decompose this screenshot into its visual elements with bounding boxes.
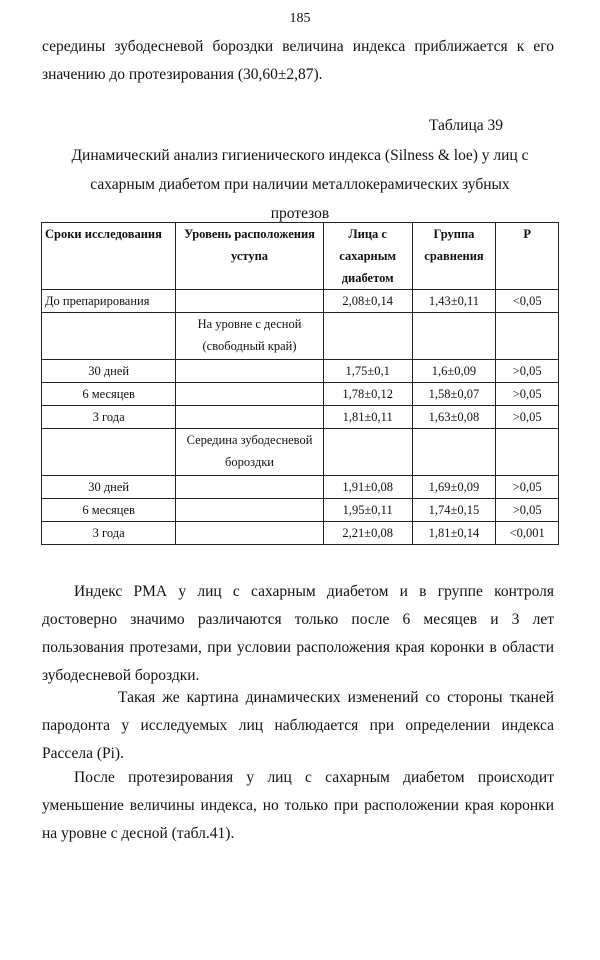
intro-paragraph: середины зубодесневой бороздки величина индекса приближается к его значению до протезирования (30,60±2,87). (42, 38, 554, 83)
table-cell: <0,001 (496, 522, 559, 545)
table-cell: 1,95±0,11 (323, 499, 412, 522)
table-cell: 1,58±0,07 (412, 383, 496, 406)
table-cell: >0,05 (496, 476, 559, 499)
table-cell: 3 года (42, 406, 176, 429)
table-cell: Середина зубодесневой бороздки (176, 429, 323, 476)
table-row (42, 313, 559, 360)
table-cell: 6 месяцев (42, 383, 176, 406)
table-cell (496, 313, 559, 360)
table-cell (176, 290, 323, 313)
table-cell: На уровне с десной (свободный край) (176, 313, 323, 360)
table-cell: 6 месяцев (42, 499, 176, 522)
table-cell: 3 года (42, 522, 176, 545)
table-label: Таблица 39 (428, 117, 503, 134)
table-cell: >0,05 (496, 406, 559, 429)
table-cell (176, 406, 323, 429)
table-row (42, 522, 559, 545)
table-cell (42, 313, 176, 360)
table-cell: >0,05 (496, 499, 559, 522)
table-cell: <0,05 (496, 290, 559, 313)
column-header: Лица с сахарным диабетом (323, 223, 412, 290)
table-cell: 1,43±0,11 (412, 290, 496, 313)
page-number: 185 (289, 11, 311, 26)
body-paragraph: Индекс РМА у лиц с сахарным диабетом и в группе контроля достоверно значимо различаются только после 6 месяцев и 3 лет пользования протезами, при условии расположения края коронки в области зубодесневой бороздки. (42, 583, 554, 684)
column-header: Уровень расположения уступа (176, 223, 323, 290)
column-header: Сроки исследования (42, 223, 176, 290)
table-caption: Динамический анализ гигиенического индекса (Silness & loe) у лиц с сахарным диабетом при наличии металлокерамических зубных протезов (71, 147, 529, 222)
table-cell (323, 313, 412, 360)
body-paragraph: После протезирования у лиц с сахарным диабетом происходит уменьшение величины индекса, но только при расположении края коронки на уровне с десной (табл.41). (42, 769, 554, 842)
table-cell: 1,63±0,08 (412, 406, 496, 429)
body-paragraph: Такая же картина динамических изменений со стороны тканей пародонта у исследуемых лиц наблюдается при определении индекса Рассела (Pi). (42, 689, 554, 762)
table-cell: 1,81±0,14 (412, 522, 496, 545)
table-cell: >0,05 (496, 360, 559, 383)
table-cell: 1,6±0,09 (412, 360, 496, 383)
table-row (42, 360, 559, 383)
column-header: P (496, 223, 559, 290)
table-cell: 1,91±0,08 (323, 476, 412, 499)
table-cell: 30 дней (42, 476, 176, 499)
table-cell: 1,81±0,11 (323, 406, 412, 429)
table-row (42, 290, 559, 313)
table-cell (42, 429, 176, 476)
table-cell (176, 499, 323, 522)
table-cell: 1,75±0,1 (323, 360, 412, 383)
table-row (42, 383, 559, 406)
table-cell (496, 429, 559, 476)
table-cell: 1,74±0,15 (412, 499, 496, 522)
table-header-row (42, 223, 559, 290)
table-row (42, 476, 559, 499)
column-header: Группа сравнения (412, 223, 496, 290)
table-cell: 2,21±0,08 (323, 522, 412, 545)
table-cell (323, 429, 412, 476)
table-cell: До препарирования (42, 290, 176, 313)
table-cell (176, 476, 323, 499)
table-cell (176, 522, 323, 545)
table-cell (412, 429, 496, 476)
table-cell: 1,69±0,09 (412, 476, 496, 499)
data-table (41, 222, 559, 545)
table-cell: 1,78±0,12 (323, 383, 412, 406)
table-row (42, 406, 559, 429)
table-row (42, 499, 559, 522)
table-cell (176, 383, 323, 406)
table-cell: 30 дней (42, 360, 176, 383)
table-cell (412, 313, 496, 360)
table-cell: 2,08±0,14 (323, 290, 412, 313)
table-row (42, 429, 559, 476)
table-cell (176, 360, 323, 383)
table-cell: >0,05 (496, 383, 559, 406)
